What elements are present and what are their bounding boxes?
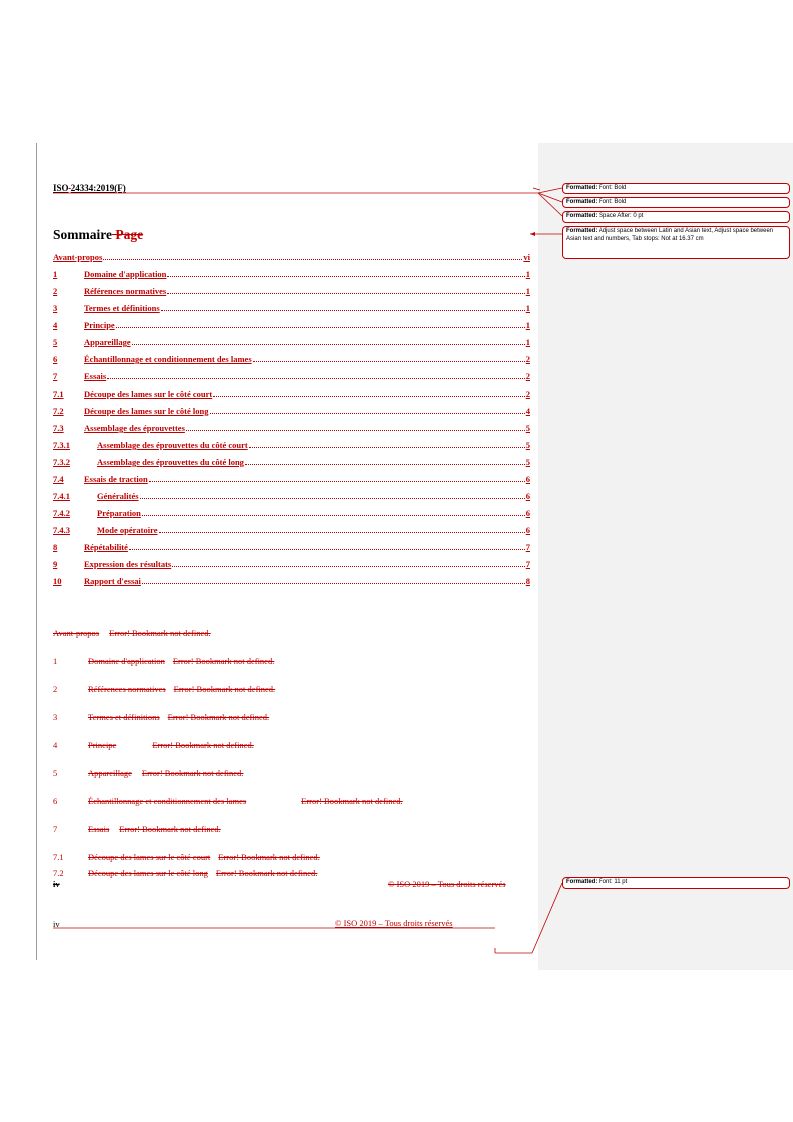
balloon-text: Font: Bold bbox=[599, 185, 627, 191]
toc-entry-title: Avant-propos bbox=[53, 252, 103, 262]
toc-leader-dots bbox=[167, 276, 524, 277]
deleted-toc-error: Error! Bookmark not defined. bbox=[119, 824, 221, 834]
deleted-toc-error: Error! Bookmark not defined. bbox=[167, 712, 270, 722]
toc-leader-dots bbox=[249, 447, 525, 448]
deleted-toc-entry bbox=[53, 868, 317, 878]
page-edge-line bbox=[36, 143, 37, 960]
toc-entry-number: 5 bbox=[53, 337, 58, 347]
toc-entry-page: 7 bbox=[525, 559, 530, 569]
toc-entry-number: 7.4.3 bbox=[53, 525, 70, 535]
toc-entry[interactable] bbox=[53, 352, 530, 364]
footer-page: iv bbox=[53, 919, 60, 929]
toc-entry-page: vi bbox=[523, 252, 530, 262]
toc-leader-dots bbox=[132, 344, 525, 345]
toc-leader-dots bbox=[213, 396, 524, 397]
deleted-toc-error: Error! Bookmark not defined. bbox=[173, 684, 276, 694]
toc-entry-page: 5 bbox=[525, 457, 530, 467]
toc-entry-title: Découpe des lames sur le côté court bbox=[84, 389, 213, 399]
toc-entry-number: 3 bbox=[53, 303, 58, 313]
toc-leader-dots bbox=[172, 566, 525, 567]
balloon-label: Formatted: bbox=[566, 879, 598, 885]
toc-entry-title: Rapport d'essai bbox=[84, 576, 141, 586]
toc-leader-dots bbox=[245, 464, 525, 465]
toc-entry-page: 1 bbox=[525, 320, 530, 330]
deleted-toc-number: 2 bbox=[53, 684, 58, 694]
header-title-rest: 24334:2019(F) bbox=[70, 183, 126, 193]
deleted-toc-title: Découpe des lames sur le côté long bbox=[88, 868, 208, 878]
toc-entry[interactable] bbox=[53, 335, 530, 347]
toc-entry[interactable] bbox=[53, 557, 530, 569]
balloon-text: Font: 11 pt bbox=[599, 879, 628, 885]
toc-entry-title: Préparation bbox=[97, 508, 141, 518]
toc-entry-number: 7.3.1 bbox=[53, 440, 70, 450]
toc-entry-number: 7.1 bbox=[53, 389, 64, 399]
toc-entry-number: 7.2 bbox=[53, 406, 64, 416]
deleted-toc-number: 1 bbox=[53, 656, 58, 666]
toc-entry-number: 7.4 bbox=[53, 474, 64, 484]
toc-entry-page: 1 bbox=[525, 286, 530, 296]
toc-entry-page: 6 bbox=[525, 508, 530, 518]
deleted-toc-error: Error! Bookmark not defined. bbox=[301, 796, 403, 806]
toc-entry-page: 8 bbox=[525, 576, 530, 586]
toc-leader-dots bbox=[142, 515, 525, 516]
deleted-toc-title: Essais bbox=[88, 824, 110, 834]
toc-entry-number: 7.3 bbox=[53, 423, 64, 433]
toc-leader-dots bbox=[210, 413, 525, 414]
toc-entry-title: Généralités bbox=[97, 491, 139, 501]
toc-entry[interactable] bbox=[53, 421, 530, 433]
toc-leader-dots bbox=[116, 327, 525, 328]
deleted-toc-error: Error! Bookmark not defined. bbox=[172, 656, 275, 666]
deleted-toc-error: Error! Bookmark not defined. bbox=[218, 852, 320, 862]
deleted-toc-error: Error! Bookmark not defined. bbox=[215, 868, 318, 878]
heading-deleted: Page bbox=[112, 227, 144, 242]
comment-margin-pane bbox=[538, 143, 793, 970]
balloon-label: Formatted: bbox=[566, 199, 598, 205]
deleted-toc-number: 7.1 bbox=[53, 852, 64, 862]
toc-entry-title: Découpe des lames sur le côté long bbox=[84, 406, 209, 416]
toc-leader-dots bbox=[140, 498, 525, 499]
toc-entry[interactable] bbox=[53, 506, 530, 518]
balloon-text: Space After: 0 pt bbox=[599, 213, 644, 219]
toc-entry-page: 6 bbox=[525, 525, 530, 535]
toc-leader-dots bbox=[103, 259, 522, 260]
toc-entry[interactable] bbox=[53, 284, 530, 296]
toc-entry-number: 4 bbox=[53, 320, 58, 330]
toc-entry[interactable] bbox=[53, 404, 530, 416]
toc-entry[interactable] bbox=[53, 369, 530, 381]
format-balloon[interactable] bbox=[562, 211, 790, 223]
footer-copyright: © ISO 2019 – Tous droits réservés bbox=[335, 918, 453, 928]
deleted-toc-entry bbox=[53, 712, 269, 722]
toc-entry-title: Mode opératoire bbox=[97, 525, 158, 535]
deleted-toc-number: 6 bbox=[53, 796, 58, 806]
toc-entry[interactable] bbox=[53, 387, 530, 399]
toc-entry-title: Répétabilité bbox=[84, 542, 128, 552]
deleted-toc-title: Avant-propos bbox=[53, 628, 100, 638]
deleted-toc-error: Error! Bookmark not defined. bbox=[141, 768, 244, 778]
toc-entry-title: Essais bbox=[84, 371, 107, 381]
toc-entry-page: 6 bbox=[525, 474, 530, 484]
deleted-toc-title: Appareillage bbox=[88, 768, 132, 778]
balloon-label: Formatted: bbox=[566, 228, 598, 234]
deleted-toc-title: Domaine d'application bbox=[88, 656, 165, 666]
footer-old-page: iv bbox=[53, 879, 60, 889]
deleted-toc-title: Références normatives bbox=[88, 684, 166, 694]
format-balloon[interactable] bbox=[562, 183, 790, 194]
toc-entry-number: 7 bbox=[53, 371, 58, 381]
toc-entry-title: Domaine d'application bbox=[84, 269, 167, 279]
deleted-toc-number: 3 bbox=[53, 712, 58, 722]
toc-entry-title: Appareillage bbox=[84, 337, 131, 347]
deleted-toc-title: Échantillonnage et conditionnement des lames bbox=[88, 796, 247, 806]
header-title bbox=[53, 183, 126, 193]
toc-entry-title: Expression des résultats bbox=[84, 559, 172, 569]
toc-entry[interactable] bbox=[53, 540, 530, 552]
deleted-toc-title: Principe bbox=[88, 740, 117, 750]
toc-entry-number: 7.3.2 bbox=[53, 457, 70, 467]
toc-entry-title: Assemblage des éprouvettes du côté long bbox=[97, 457, 244, 467]
toc-entry-number: 7.4.2 bbox=[53, 508, 70, 518]
footer-old-copyright: © ISO 2019 – Tous droits réservés bbox=[388, 879, 506, 889]
toc-entry-page: 5 bbox=[525, 440, 530, 450]
toc-entry[interactable] bbox=[53, 438, 530, 450]
toc-entry-page: 2 bbox=[525, 354, 530, 364]
toc-entry[interactable] bbox=[53, 574, 530, 586]
toc-leader-dots bbox=[253, 361, 525, 362]
toc-entry-page: 2 bbox=[525, 371, 530, 381]
deleted-toc-number: 4 bbox=[53, 740, 58, 750]
balloon-text: Adjust space between Latin and Asian text, Adjust space between Asian text and numbers, Tab stops: Not at 16.37 cm bbox=[566, 228, 774, 242]
toc-entry-number: 8 bbox=[53, 542, 58, 552]
balloon-text: Font: Bold bbox=[599, 199, 627, 205]
toc-entry[interactable] bbox=[53, 301, 530, 313]
toc-entry-title: Principe bbox=[84, 320, 115, 330]
deleted-toc-entry bbox=[53, 740, 254, 750]
toc-entry[interactable] bbox=[53, 267, 530, 279]
toc-leader-dots bbox=[159, 532, 525, 533]
toc-entry-page: 7 bbox=[525, 542, 530, 552]
deleted-toc-entry bbox=[53, 684, 275, 694]
toc-entry-number: 9 bbox=[53, 559, 58, 569]
format-balloon[interactable] bbox=[562, 197, 790, 208]
format-balloon[interactable] bbox=[562, 877, 790, 889]
toc-entry[interactable] bbox=[53, 523, 530, 535]
toc-entry-title: Références normatives bbox=[84, 286, 167, 296]
toc-entry-number: 7.4.1 bbox=[53, 491, 70, 501]
header-title-prefix: ISO bbox=[53, 183, 69, 193]
deleted-toc-title: Découpe des lames sur le côté court bbox=[88, 852, 211, 862]
deleted-toc-title: Termes et définitions bbox=[88, 712, 160, 722]
toc-entry-page: 2 bbox=[525, 389, 530, 399]
toc-entry-title: Assemblage des éprouvettes bbox=[84, 423, 185, 433]
toc-entry-number: 2 bbox=[53, 286, 58, 296]
toc-entry-number: 6 bbox=[53, 354, 58, 364]
toc-leader-dots bbox=[107, 378, 525, 379]
deleted-toc-number: 5 bbox=[53, 768, 58, 778]
page-title bbox=[53, 227, 143, 243]
toc-entry-page: 4 bbox=[525, 406, 530, 416]
deleted-toc-entry bbox=[53, 852, 320, 862]
toc-leader-dots bbox=[167, 293, 525, 294]
toc-entry-page: 1 bbox=[525, 303, 530, 313]
toc-entry-page: 1 bbox=[525, 269, 530, 279]
toc-entry-title: Termes et définitions bbox=[84, 303, 160, 313]
toc-entry-number: 10 bbox=[53, 576, 62, 586]
deleted-toc-entry bbox=[53, 628, 211, 638]
toc-leader-dots bbox=[129, 549, 525, 550]
toc-entry[interactable] bbox=[53, 318, 530, 330]
toc-entry-page: 6 bbox=[525, 491, 530, 501]
deleted-toc-entry bbox=[53, 656, 274, 666]
toc-entry[interactable] bbox=[53, 489, 530, 501]
toc-entry-title: Assemblage des éprouvettes du côté court bbox=[97, 440, 248, 450]
deleted-toc-entry bbox=[53, 768, 243, 778]
deleted-toc-error: Error! Bookmark not defined. bbox=[109, 628, 211, 638]
deleted-toc-number: 7 bbox=[53, 824, 58, 834]
toc-leader-dots bbox=[142, 583, 525, 584]
toc-entry[interactable] bbox=[53, 472, 530, 484]
balloon-label: Formatted: bbox=[566, 185, 598, 191]
toc-leader-dots bbox=[161, 310, 525, 311]
toc-entry-title: Échantillonnage et conditionnement des lames bbox=[84, 354, 252, 364]
toc-entry-number: 1 bbox=[53, 269, 58, 279]
toc-leader-dots bbox=[149, 481, 525, 482]
deleted-toc-error: Error! Bookmark not defined. bbox=[152, 740, 254, 750]
heading-text: Sommaire bbox=[53, 227, 112, 242]
toc-entry-page: 5 bbox=[525, 423, 530, 433]
toc-entry[interactable] bbox=[53, 250, 530, 262]
toc-leader-dots bbox=[186, 430, 525, 431]
toc-entry-title: Essais de traction bbox=[84, 474, 148, 484]
deleted-toc-number: 7.2 bbox=[53, 868, 64, 878]
deleted-toc-entry bbox=[53, 824, 221, 834]
balloon-label: Formatted: bbox=[566, 213, 598, 219]
toc-entry[interactable] bbox=[53, 455, 530, 467]
format-balloon[interactable] bbox=[562, 226, 790, 259]
deleted-toc-entry bbox=[53, 796, 403, 806]
toc-entry-page: 1 bbox=[525, 337, 530, 347]
